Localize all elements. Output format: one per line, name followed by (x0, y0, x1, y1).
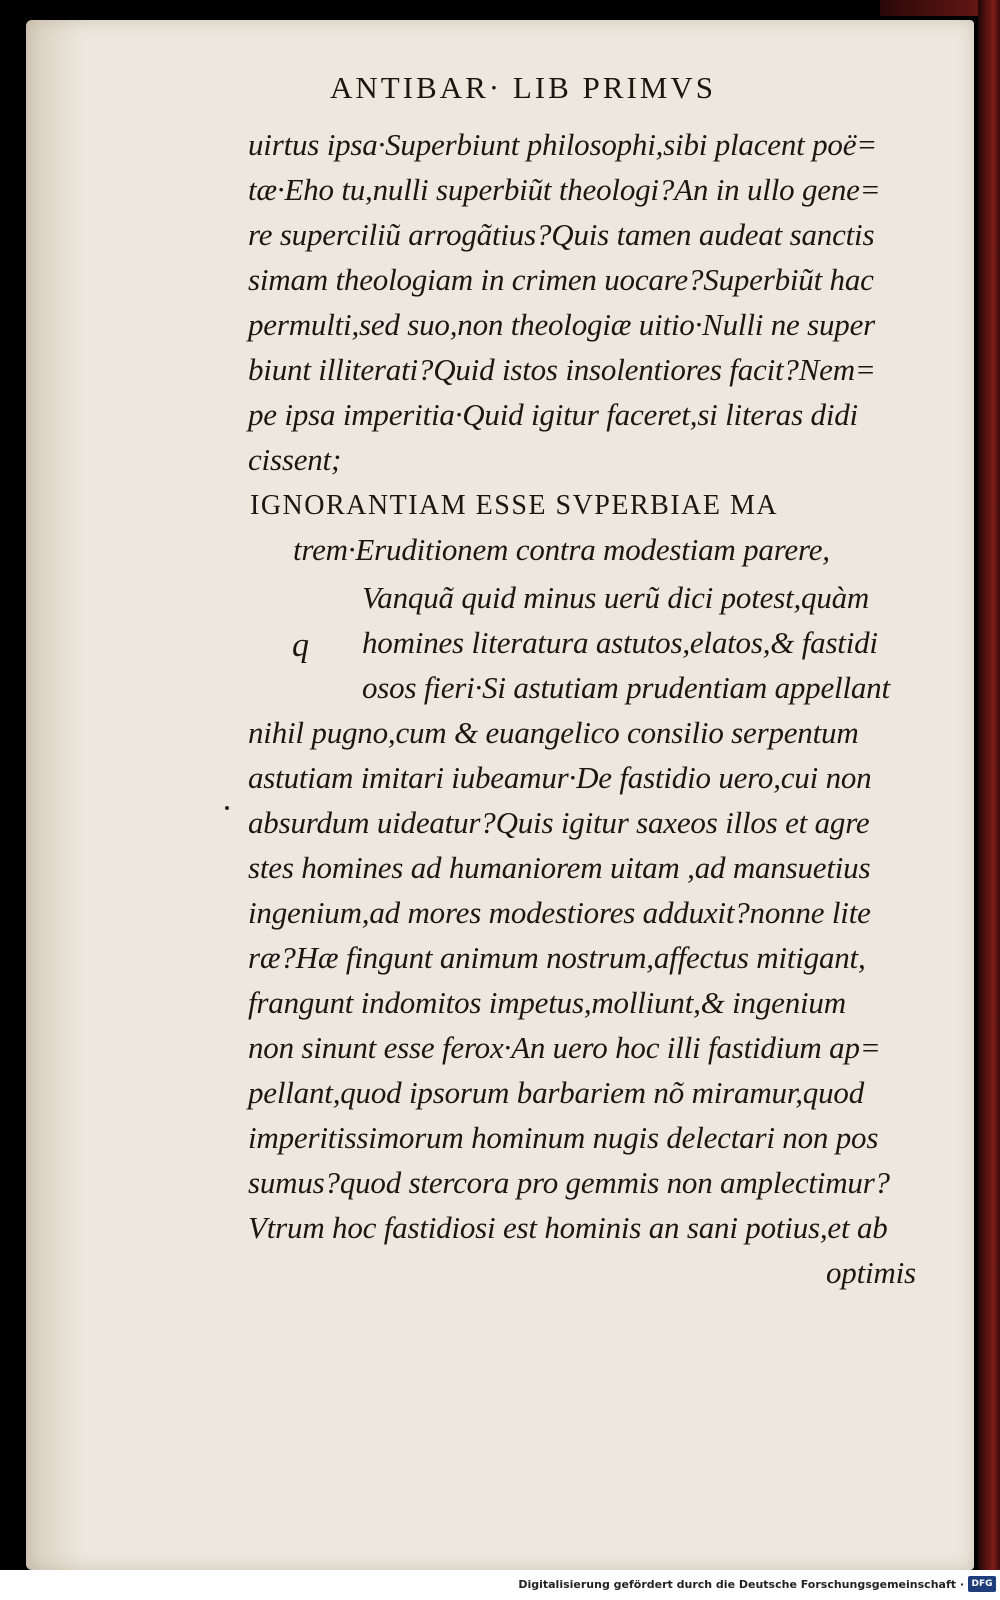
text-line-indented: Vanquã quid minus uerũ dici potest,quàm (362, 580, 870, 615)
text-line: uirtus ipsa·Superbiunt philosophi,sibi placent poë= (248, 127, 877, 162)
text-line: frangunt indomitos impetus,molliunt,& ingenium (248, 985, 846, 1020)
text-line: stes homines ad humaniorem uitam ,ad mansuetius (248, 850, 871, 885)
text-line: sumus?quod stercora pro gemmis non amplectimur? (248, 1165, 890, 1200)
text-line-indented: homines literatura astutos,elatos,& fastidi (362, 625, 878, 660)
text-line: non sinunt esse ferox·An uero hoc illi fastidium ap= (248, 1030, 881, 1065)
text-line: permulti,sed suo,non theologiæ uitio·Nulli ne super (248, 307, 876, 342)
text-line: astutiam imitari iubeamur·De fastidio uero,cui non (248, 760, 872, 795)
text-line: nihil pugno,cum & euangelico consilio serpentum (248, 715, 859, 750)
ink-speck (225, 806, 229, 810)
running-head: ANTIBAR· LIB PRIMVS (330, 70, 716, 105)
text-line-indented: osos fieri·Si astutiam prudentiam appellant (362, 670, 890, 705)
text-line: pellant,quod ipsorum barbariem nõ miramur,quod (248, 1075, 864, 1110)
section-heading: IGNORANTIAM ESSE SVPERBIAE MA (250, 490, 779, 521)
gutter-shadow (26, 20, 86, 1570)
text-line: simam theologiam in crimen uocare?Superbiũt hac (248, 262, 874, 297)
text-line: cissent; (248, 442, 342, 477)
section-heading-continued: trem·Eruditionem contra modestiam parere, (293, 532, 830, 567)
text-line: absurdum uideatur?Quis igitur saxeos illos et agre (248, 805, 870, 840)
text-line: biunt illiterati?Quid istos insolentiores facit?Nem= (248, 352, 876, 387)
catchword: optimis (826, 1255, 916, 1290)
text-line: re superciliũ arrogãtius?Quis tamen audeat sanctis (248, 217, 875, 252)
text-line: ræ?Hæ fingunt animum nostrum,affectus mitigant, (248, 940, 866, 975)
text-line: tæ·Eho tu,nulli superbiũt theologi?An in ullo gene= (248, 172, 881, 207)
digitization-credit: Digitalisierung gefördert durch die Deutsche Forschungsgemeinschaft · (518, 1578, 964, 1591)
text-line: Vtrum hoc fastidiosi est hominis an sani potius,et ab (248, 1210, 888, 1245)
text-line: ingenium,ad mores modestiores adduxit?nonne lite (248, 895, 871, 930)
book-edge-red (978, 0, 1000, 1570)
text-line: imperitissimorum hominum nugis delectari non pos (248, 1120, 879, 1155)
marginal-note: q (292, 627, 309, 664)
text-line: pe ipsa imperitia·Quid igitur faceret,si literas didi (248, 397, 858, 432)
dfg-logo: DFG (968, 1576, 996, 1592)
